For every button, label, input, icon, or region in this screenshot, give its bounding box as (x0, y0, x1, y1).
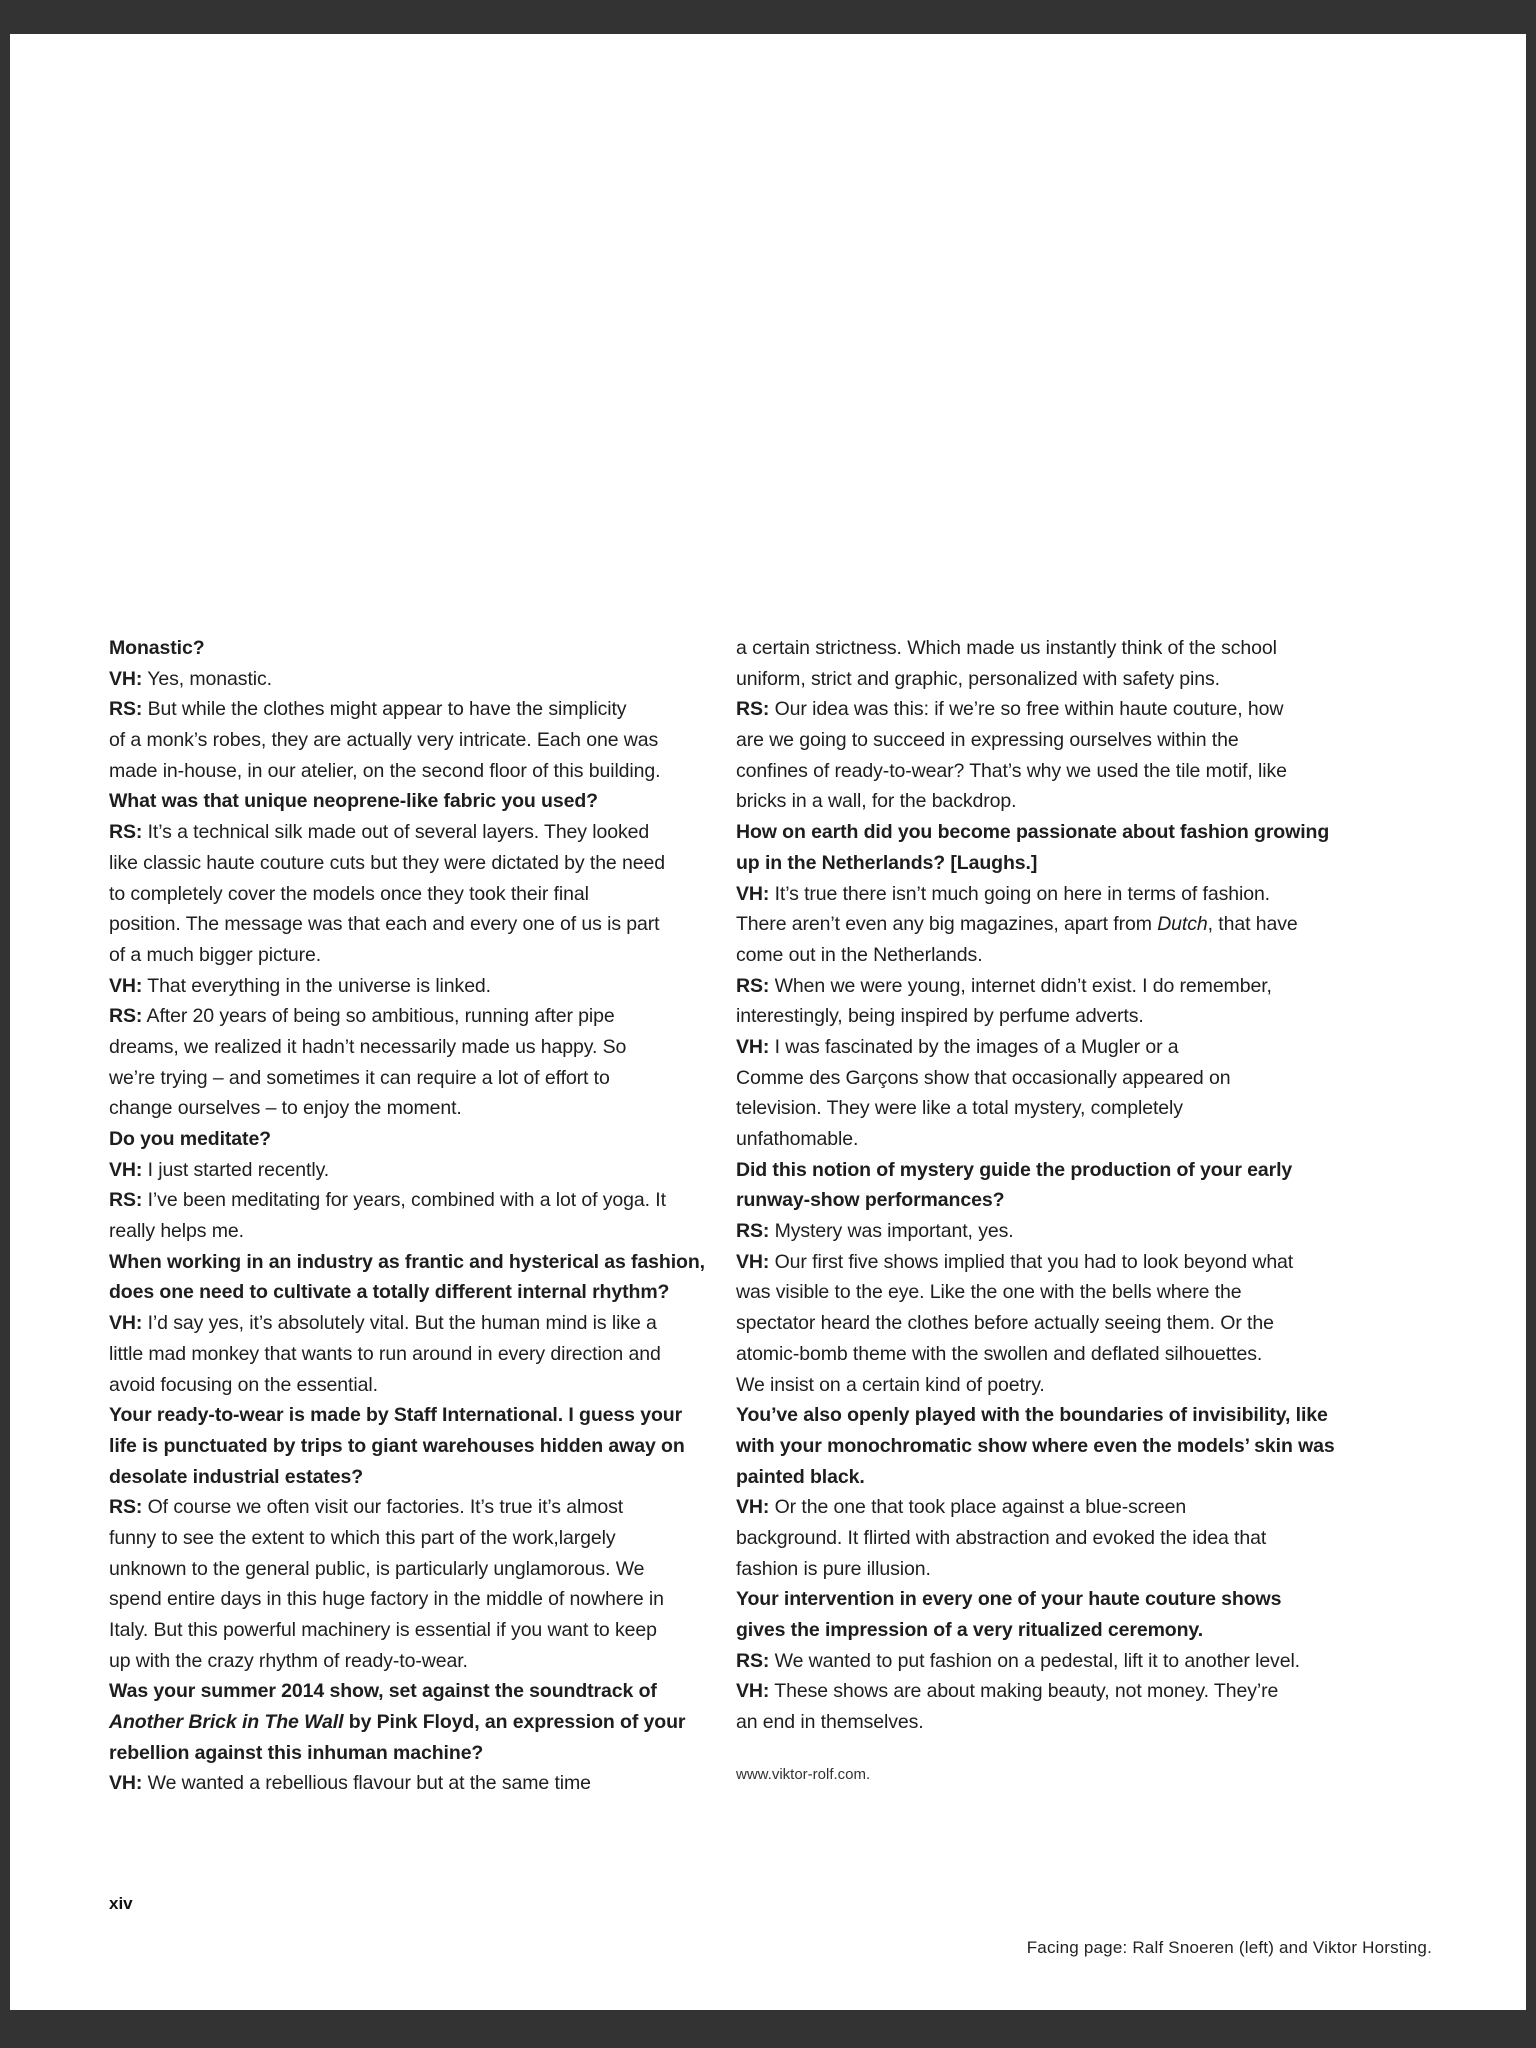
question-line (736, 1400, 1346, 1431)
speaker-initials: RS: (109, 1496, 143, 1519)
speaker-initials: VH: (109, 667, 143, 690)
answer-line (109, 1615, 719, 1646)
answer-text: It’s true there isn’t much going on here in terms of fashion. (769, 882, 1271, 905)
interview-column-left (109, 633, 719, 1799)
answer-line (109, 1646, 719, 1677)
answer-line (736, 1339, 1346, 1370)
answer-text: change ourselves – to enjoy the moment. (109, 1097, 462, 1120)
answer-text: , that have (1207, 913, 1298, 936)
answer-line (736, 786, 1346, 817)
answer-text: an end in themselves. (736, 1711, 924, 1734)
answer-text: come out in the Netherlands. (736, 943, 983, 966)
answer-line (736, 1554, 1346, 1585)
question-line (109, 1676, 719, 1707)
answer-text: of a monk’s robes, they are actually very intricate. Each one was (109, 729, 659, 752)
answer-line (109, 1370, 719, 1401)
answer-text: spend entire days in this huge factory in the middle of nowhere in (109, 1588, 664, 1611)
speaker-initials: VH: (736, 882, 770, 905)
answer-line (736, 1646, 1346, 1677)
question-text: Was your summer 2014 show, set against the soundtrack of (109, 1680, 657, 1703)
answer-text: I’ve been meditating for years, combined with a lot of yoga. It (142, 1189, 666, 1212)
answer-line (109, 1308, 719, 1339)
answer-line (109, 940, 719, 971)
answer-text: a certain strictness. Which made us instantly think of the school (736, 637, 1277, 659)
answer-text: Comme des Garçons show that occasionally appeared on (736, 1066, 1231, 1089)
answer-text: I was fascinated by the images of a Mugler or a (769, 1035, 1179, 1058)
answer-text: But while the clothes might appear to have the simplicity (142, 698, 627, 721)
website-url: www.viktor-rolf.com. (736, 1766, 871, 1783)
answer-text: avoid focusing on the essential. (109, 1373, 378, 1396)
question-line (736, 1615, 1346, 1646)
answer-text: Our first five shows implied that you had to look beyond what (769, 1250, 1294, 1273)
answer-line (109, 1001, 719, 1032)
speaker-initials: RS: (109, 1189, 143, 1212)
answer-line (736, 1247, 1346, 1278)
answer-line (736, 694, 1346, 725)
answer-line (109, 1554, 719, 1585)
answer-line (736, 971, 1346, 1002)
question-line (736, 817, 1346, 848)
answer-text: of a much bigger picture. (109, 943, 322, 966)
answer-text: unfathomable. (736, 1128, 859, 1150)
answer-line (109, 1339, 719, 1370)
speaker-initials: RS: (736, 974, 770, 997)
answer-text: Our idea was this: if we’re so free within haute couture, how (769, 698, 1284, 721)
answer-text: up with the crazy rhythm of ready-to-wear. (109, 1649, 468, 1672)
question-text: Do you meditate? (109, 1128, 271, 1150)
answer-text: are we going to succeed in expressing ourselves within the (736, 729, 1239, 752)
answer-text: Or the one that took place against a blue-screen (769, 1496, 1187, 1519)
answer-line (736, 1492, 1346, 1523)
speaker-initials: VH: (736, 1250, 770, 1273)
answer-line (736, 1707, 1346, 1738)
answer-text: really helps me. (109, 1220, 244, 1243)
answer-line (736, 725, 1346, 756)
question-text: What was that unique neoprene-like fabric you used? (109, 790, 598, 813)
answer-text: After 20 years of being so ambitious, running after pipe (142, 1005, 615, 1028)
answer-line (736, 940, 1346, 971)
answer-line (736, 1308, 1346, 1339)
question-text: runway-show performances? (736, 1189, 1005, 1212)
question-text: Your intervention in every one of your haute couture shows (736, 1588, 1282, 1611)
question-text: rebellion against this inhuman machine? (109, 1741, 484, 1764)
answer-line (109, 756, 719, 787)
answer-line (736, 756, 1346, 787)
answer-line (109, 1584, 719, 1615)
question-text: Did this notion of mystery guide the production of your early (736, 1158, 1293, 1181)
question-text: How on earth did you become passionate about fashion growing (736, 821, 1330, 844)
page (10, 34, 1526, 2010)
answer-text: We insist on a certain kind of poetry. (736, 1373, 1045, 1396)
answer-text: There aren’t even any big magazines, apart from (736, 913, 1158, 936)
question-line (109, 1124, 719, 1155)
answer-line (109, 1216, 719, 1247)
question-line (736, 1431, 1346, 1462)
speaker-initials: RS: (736, 1649, 770, 1672)
speaker-initials: RS: (109, 1005, 143, 1028)
answer-text: Mystery was important, yes. (769, 1220, 1014, 1243)
answer-text: Of course we often visit our factories. It’s true it’s almost (142, 1496, 624, 1519)
answer-line (736, 1063, 1346, 1094)
answer-line (736, 1001, 1346, 1032)
question-text: You’ve also openly played with the boundaries of invisibility, like (736, 1404, 1328, 1427)
page-number: xiv (109, 1894, 133, 1913)
answer-line (109, 879, 719, 910)
answer-text: background. It flirted with abstraction and evoked the idea that (736, 1526, 1267, 1549)
answer-text: was visible to the eye. Like the one with the bells where the (736, 1281, 1242, 1304)
speaker-initials: VH: (109, 1772, 143, 1795)
speaker-initials: VH: (736, 1680, 770, 1703)
speaker-initials: RS: (109, 698, 143, 721)
answer-line (109, 1523, 719, 1554)
answer-text: Italy. But this powerful machinery is essential if you want to keep (109, 1619, 657, 1641)
answer-line (109, 971, 719, 1002)
answer-line (109, 909, 719, 940)
answer-line (736, 1277, 1346, 1308)
question-line (736, 1185, 1346, 1216)
answer-text: atomic-bomb theme with the swollen and deflated silhouettes. (736, 1342, 1263, 1365)
speaker-initials: VH: (736, 1035, 770, 1058)
answer-line (109, 817, 719, 848)
answer-line (736, 1676, 1346, 1707)
answer-text: like classic haute couture cuts but they were dictated by the need (109, 851, 665, 874)
question-text: with your monochromatic show where even the models’ skin was (736, 1434, 1335, 1457)
question-text: by Pink Floyd, an expression of your (343, 1711, 686, 1734)
question-text: Your ready-to-wear is made by Staff International. I guess your (109, 1404, 683, 1427)
question-line (736, 1584, 1346, 1615)
answer-text: dreams, we realized it hadn’t necessarily made us happy. So (109, 1035, 627, 1058)
answer-text: made in-house, in our atelier, on the second floor of this building. (109, 759, 661, 782)
question-line (109, 1400, 719, 1431)
question-line (109, 786, 719, 817)
answer-line (736, 1523, 1346, 1554)
answer-line (736, 1216, 1346, 1247)
answer-text: I’d say yes, it’s absolutely vital. But the human mind is like a (142, 1312, 657, 1335)
answer-line (109, 664, 719, 695)
question-line (109, 1738, 719, 1769)
answer-line (109, 725, 719, 756)
answer-line (736, 633, 1346, 664)
answer-line (736, 1032, 1346, 1063)
question-line (736, 848, 1346, 879)
interview-column-right (736, 633, 1346, 1738)
question-line (109, 1707, 719, 1738)
speaker-initials: VH: (109, 1312, 143, 1335)
answer-text: uniform, strict and graphic, personalized with safety pins. (736, 667, 1220, 690)
question-line (109, 1247, 719, 1278)
question-text: gives the impression of a very ritualized ceremony. (736, 1619, 1204, 1641)
question-title-italic: Another Brick in The Wall (109, 1711, 344, 1734)
answer-text: bricks in a wall, for the backdrop. (736, 790, 1017, 813)
answer-line (109, 1032, 719, 1063)
answer-text: interestingly, being inspired by perfume adverts. (736, 1005, 1144, 1028)
photo-caption: Facing page: Ralf Snoeren (left) and Viktor Horsting. (1026, 1938, 1432, 1957)
answer-text: position. The message was that each and every one of us is part (109, 913, 660, 936)
answer-text: fashion is pure illusion. (736, 1557, 931, 1580)
answer-text: These shows are about making beauty, not money. They’re (769, 1680, 1279, 1703)
answer-text: to completely cover the models once they took their final (109, 882, 589, 905)
answer-line (736, 1124, 1346, 1155)
speaker-initials: VH: (109, 1158, 143, 1181)
answer-text: television. They were like a total mystery, completely (736, 1097, 1183, 1120)
question-line (109, 1277, 719, 1308)
question-text: painted black. (736, 1465, 865, 1488)
speaker-initials: RS: (736, 698, 770, 721)
answer-line (736, 1370, 1346, 1401)
question-line (109, 1431, 719, 1462)
answer-text: That everything in the universe is linked. (142, 974, 491, 997)
answer-text: Yes, monastic. (142, 667, 272, 690)
answer-line (736, 664, 1346, 695)
answer-text: unknown to the general public, is particularly unglamorous. We (109, 1557, 645, 1580)
speaker-initials: VH: (109, 974, 143, 997)
question-text: desolate industrial estates? (109, 1465, 364, 1488)
magazine-title-italic: Dutch (1157, 913, 1208, 936)
question-text: When working in an industry as frantic and hysterical as fashion, (109, 1250, 705, 1273)
answer-text: spectator heard the clothes before actually seeing them. Or the (736, 1312, 1274, 1335)
speaker-initials: RS: (109, 821, 143, 844)
answer-text: When we were young, internet didn’t exist. I do remember, (769, 974, 1272, 997)
answer-text: funny to see the extent to which this part of the work,largely (109, 1526, 616, 1549)
answer-text: We wanted a rebellious flavour but at the same time (142, 1772, 591, 1795)
question-text: up in the Netherlands? [Laughs.] (736, 851, 1038, 874)
speaker-initials: VH: (736, 1496, 770, 1519)
answer-text: we’re trying – and sometimes it can require a lot of effort to (109, 1066, 610, 1089)
answer-text: I just started recently. (142, 1158, 330, 1181)
question-text: life is punctuated by trips to giant warehouses hidden away on (109, 1434, 685, 1457)
question-line (736, 1462, 1346, 1493)
answer-line (109, 694, 719, 725)
answer-text: confines of ready-to-wear? That’s why we used the tile motif, like (736, 759, 1287, 782)
answer-line (109, 1768, 719, 1799)
answer-line (109, 848, 719, 879)
answer-line (109, 1185, 719, 1216)
answer-text: It’s a technical silk made out of several layers. They looked (142, 821, 650, 844)
answer-line (736, 909, 1346, 940)
question-line (109, 633, 719, 664)
speaker-initials: RS: (736, 1220, 770, 1243)
question-line (109, 1462, 719, 1493)
question-text: does one need to cultivate a totally different internal rhythm? (109, 1281, 670, 1304)
question-text: Monastic? (109, 637, 205, 659)
answer-text: little mad monkey that wants to run around in every direction and (109, 1342, 661, 1365)
question-line (736, 1155, 1346, 1186)
answer-line (109, 1063, 719, 1094)
answer-line (736, 1093, 1346, 1124)
answer-line (736, 879, 1346, 910)
answer-line (109, 1155, 719, 1186)
answer-line (109, 1492, 719, 1523)
answer-line (109, 1093, 719, 1124)
answer-text: We wanted to put fashion on a pedestal, lift it to another level. (769, 1649, 1301, 1672)
